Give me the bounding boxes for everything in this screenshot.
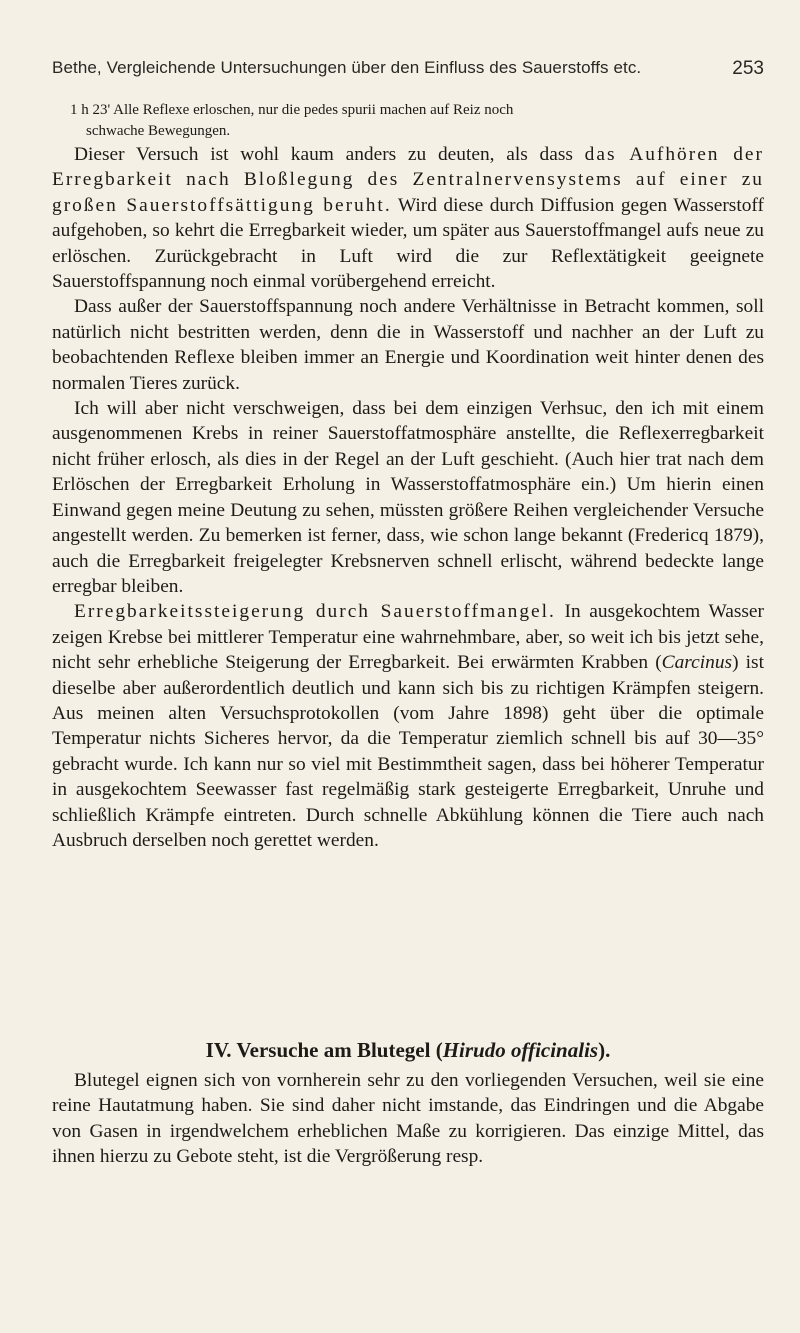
section-heading-latin: Hirudo officinalis bbox=[442, 1038, 599, 1062]
paragraph-5: Blutegel eignen sich von vornherein sehr zu den vorliegenden Versuchen, weil sie eine reine Hautatmung haben. Sie sind daher nicht imstande, das Eindringen und die Abgabe von Gasen in irgendwelchem erheblichen Maße zu korrigieren. Das einzige Mittel, das ihnen hierzu zu Gebote steht, ist die Vergrößerung resp. bbox=[52, 1070, 764, 1168]
footnote-line-2: schwache Bewegungen. bbox=[86, 123, 231, 139]
section-heading-text: IV. Versuche am Blutegel ( bbox=[205, 1038, 443, 1062]
main-text bbox=[52, 142, 764, 853]
paragraph-4-start: In ausgekochtem Wasser zeigen Krebse bei mittlerer Temperatur eine wahrnehmbare, aber, so weit ich bis jetzt sehe, nicht sehr erhebliche Steigerung der Erregbarkeit. Bei erwärmten Krabben ( bbox=[52, 601, 764, 674]
paragraph-4-species: Carcinus bbox=[661, 652, 733, 674]
paragraph-1 bbox=[52, 142, 764, 294]
section-text bbox=[52, 1068, 764, 1170]
paragraph-1-start: Dieser Versuch ist wohl kaum anders zu deuten, als dass bbox=[74, 144, 585, 165]
running-header bbox=[52, 58, 764, 84]
paragraph-4-heading: Erregbarkeitssteigerung durch Sauerstoffmangel. bbox=[74, 601, 556, 623]
paragraph-4-end: ) ist dieselbe aber außerordentlich deutlich und kann sich bis zu richtigen Krämpfen steigern. Aus meinen alten Versuchsprotokollen (vom Jahre 1898) geht über die optimale Temperatur nichts Sicheres hervor, da die Temperatur ziemlich schnell bis auf 30—35° gebracht wurde. Ich kann nur so viel mit Bestimmtheit sagen, dass bei höherer Temperatur in ausgekochtem Seewasser fast regelmäßig stark gesteigerte Erregbarkeit, Unruhe und schließlich Krämpfe eintreten. Durch schnelle Abkühlung können die Tiere auch nach Ausbruch derselben noch gerettet werden. bbox=[52, 652, 764, 851]
paragraph-2: Dass außer der Sauerstoffspannung noch andere Verhältnisse in Betracht kommen, soll natürlich nicht bestritten werden, denn die in Wasserstoff und nachher an der Luft zu beobachtenden Reflexe bleiben immer an Energie und Koordination weit hinter denen des normalen Tieres zurück. bbox=[52, 296, 764, 394]
running-title: Bethe, Vergleichende Untersuchungen über den Einfluss des Sauerstoffs etc. bbox=[52, 58, 642, 77]
paragraph-1-emphasis: das Aufhören der Erregbarkeit nach Bloßlegung des Zentralnervensystems auf einer zu großen Sauerstoffsättigung beruht. bbox=[52, 144, 764, 216]
paragraph-1-end: Wird diese durch Diffusion gegen Wasserstoff aufgehoben, so kehrt die Erregbarkeit wieder, um später aus Sauerstoffmangel aufs neue zu erlöschen. Zurückgebracht in Luft wird die zur Reflextätigkeit geeignete Sauerstoffspannung noch einmal vorübergehend erreicht. bbox=[52, 194, 764, 293]
footnote bbox=[52, 100, 764, 142]
paragraph-3: Ich will aber nicht verschweigen, dass bei dem einzigen Verhsuc, den ich mit einem ausgenommenen Krebs in reiner Sauerstoffatmosphäre anstellte, die Reflexerregbarkeit nicht früher erlosch, als dies in der Regel an der Luft geschieht. (Auch hier trat nach dem Erlöschen der Erregbarkeit Erholung in Wasserstoffatmosphäre ein.) Um hierin einen Einwand gegen meine Deutung zu sehen, müssten größere Reihen vergleichender Versuche angestellt werden. Zu bemerken ist ferner, dass, wie schon lange bekannt (Fredericq 1879), auch die Erregbarkeit freigelegter Krebsnerven schnell erlischt, während bedeckte lange erregbar bleiben. bbox=[52, 398, 764, 597]
footnote-line-1: 1 h 23' Alle Reflexe erloschen, nur die pedes spurii machen auf Reiz noch bbox=[70, 102, 514, 118]
page-number: 253 bbox=[732, 58, 764, 79]
section-heading bbox=[52, 1035, 764, 1065]
paragraph-4 bbox=[52, 599, 764, 853]
section-heading-end: ). bbox=[598, 1038, 611, 1062]
